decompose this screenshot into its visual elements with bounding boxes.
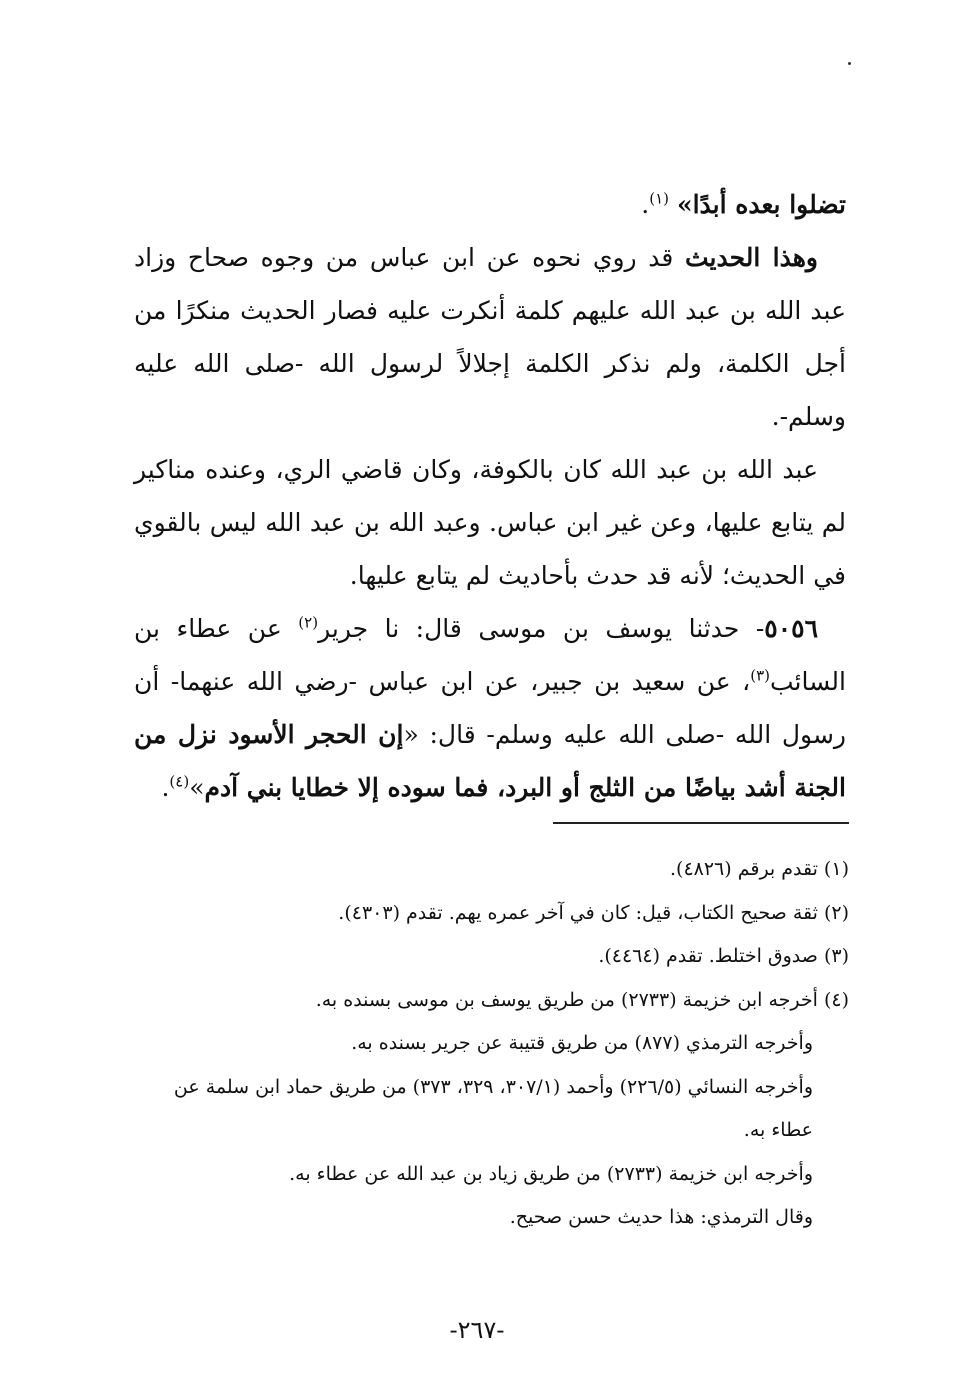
footnotes bbox=[133, 848, 849, 1240]
hadith-paragraph bbox=[134, 602, 846, 814]
footnote-4-line-5: وقال الترمذي: هذا حديث حسن صحيح. bbox=[509, 1206, 813, 1228]
bold-lead: وهذا الحديث bbox=[684, 243, 818, 272]
period: . bbox=[641, 190, 650, 219]
quote-close: » bbox=[189, 773, 205, 802]
footnote-4: (٤) أخرجه ابن خزيمة (٢٧٣٣) من طريق يوسف بن موسى بسنده به. bbox=[315, 988, 849, 1011]
footnote-ref-3: (٣) bbox=[750, 666, 770, 685]
footnote-4-line-4: وأخرجه ابن خزيمة (٢٧٣٣) من طريق زياد بن عبد الله عن عطاء به. bbox=[289, 1162, 813, 1185]
paragraph-3-text: عبد الله بن عبد الله كان بالكوفة، وكان قاضي الري، وعنده مناكير لم يتابع عليها، وعن غير ابن عباس. وعبد الله بن عبد الله ليس بالقوي في الحديث؛ لأنه قد حدث بأحاديث لم يتابع عليها. bbox=[134, 455, 846, 590]
footnote-ref-2: (٢) bbox=[298, 613, 319, 632]
hadith-chain-b: عن عطاء بن السائب bbox=[134, 614, 846, 696]
hadith-matn: إن الحجر الأسود نزل من الجنة أشد بياضًا من الثلج أو البرد، فما سوده إلا خطايا بني آدم bbox=[134, 720, 846, 802]
main-text bbox=[134, 178, 846, 814]
paragraph-2-text: قد روي نحوه عن ابن عباس من وجوه صحاح وزاد عبد الله بن عبد الله عليهم كلمة أنكرت عليه فصار الحديث منكرًا من أجل الكلمة، ولم نذكر الكلمة إجلالاً لرسول الله -صلى الله عليه وسلم-. bbox=[134, 243, 846, 431]
footnote-ref-1: (١) bbox=[649, 189, 670, 208]
footnote-1: (١) تقدم برقم (٤٨٢٦). bbox=[669, 858, 849, 880]
footnote-3: (٣) صدوق اختلط. تقدم (٤٤٦٤). bbox=[598, 945, 849, 967]
bold-quote-end: تضلوا بعده أبدًا» bbox=[676, 190, 846, 219]
hadith-number: ٥٠٥٦ bbox=[764, 614, 819, 643]
hadith-chain-c: ، عن سعيد بن جبير، عن ابن عباس -رضي الله عنهما- أن رسول الله -صلى الله عليه وسلم- قال: « bbox=[134, 667, 846, 749]
period: . bbox=[161, 773, 170, 802]
paragraph-1 bbox=[134, 178, 846, 231]
footnote-2: (٢) ثقة صحيح الكتاب، قيل: كان في آخر عمره يهم. تقدم (٤٣٠٣). bbox=[338, 901, 849, 924]
hadith-chain-a: - حدثنا يوسف بن موسى قال: نا جرير bbox=[318, 614, 765, 643]
scan-speck bbox=[848, 62, 851, 65]
paragraph-3 bbox=[134, 443, 846, 602]
paragraph-2 bbox=[134, 231, 846, 443]
footnote-ref-4: (٤) bbox=[169, 772, 190, 791]
footnote-4-line-2: وأخرجه الترمذي (٨٧٧) من طريق قتيبة عن جرير بسنده به. bbox=[351, 1032, 813, 1054]
footnote-4-line-3: وأخرجه النسائي (٢٢٦/٥) وأحمد (٣٠٧/١، ٣٢٩، ٣٧٣) من طريق حماد ابن سلمة عن عطاء به. bbox=[173, 1075, 813, 1141]
page-number: -٢٦٧- bbox=[449, 1316, 505, 1344]
footnote-separator bbox=[553, 822, 849, 824]
